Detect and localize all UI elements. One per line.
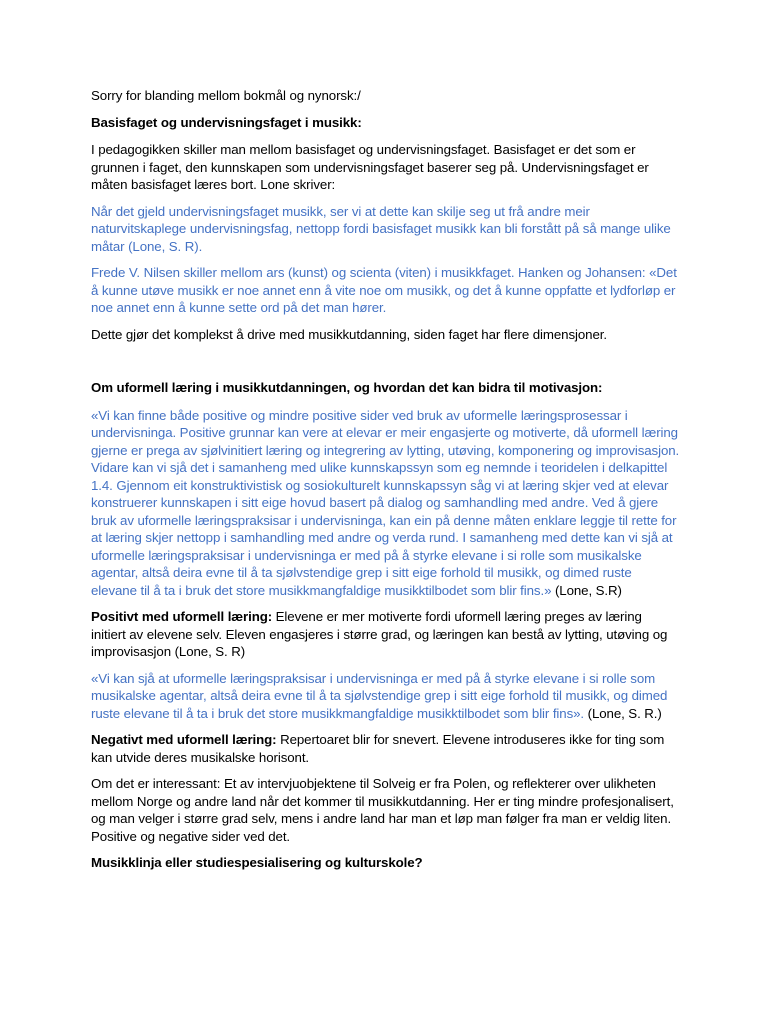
paragraph-dimensjoner: Dette gjør det komplekst å drive med musikkutdanning, siden faget har flere dimensjoner. [91,326,607,342]
negative-label: Negativt med uformell læring: [91,732,277,747]
positive-text: Elevene er mer motiverte fordi uformell læring preges av læring initiert av elevene selv. Eleven engasjeres i større grad, og læringen kan bestå av lytting, utøving og improvisasjon (Lone, S. R) [91,609,668,659]
heading-uformell-laering: Om uformell læring i musikkutdanningen, og hvordan det kan bidra til motivasjon: [91,380,603,395]
quote-nilsen-hanken: Frede V. Nilsen skiller mellom ars (kunst) og scienta (viten) i musikkfaget. Hanken og Johansen: «Det å kunne utøve musikk er noe annet enn å vite noe om musikk, og det å kunne oppfatte et lydforløp er noe annet enn å kunne sette ord på det man hører. [91,265,677,315]
quote-block-agentar [91,670,680,723]
paragraph-negativt [91,731,680,766]
paragraph-polen: Om det er interessant: Et av intervjuobjektene til Solveig er fra Polen, og reflekterer over ulikheten mellom Norge og andre land når det kommer til musikkutdanning. Her er ting mindre profesjonalisert, og man velger i større grad selv, mens i andre land har man et løp man følger fra man er veldig liten. Positive og negative sider ved det. [91,776,674,844]
negative-text: Repertoaret blir for snevert. Elevene introduseres ikke for ting som kan utvide deres musikalske horisont. [91,732,665,765]
quote-citation: (Lone, S. R.) [584,705,662,721]
heading-basisfaget: Basisfaget og undervisningsfaget i musikk: [91,114,362,130]
quote-lone-undervisningsfag: Når det gjeld undervisningsfaget musikk, ser vi at dette kan skilje seg ut frå andre meir naturvitskaplege undervisningsfag, nettopp fordi basisfaget musikk kan bli forstått på så mange ulike måtar (Lone, S. R). [91,203,671,254]
intro-note: Sorry for blanding mellom bokmål og nynorsk:/ [91,88,361,103]
heading-musikklinja: Musikklinja eller studiespesialisering og kulturskole? [91,855,423,870]
paragraph-positivt [91,608,680,661]
positive-label: Positivt med uformell læring: [91,609,273,624]
quote-block-uformell [91,407,680,600]
quote-musikalske-agentar: «Vi kan sjå at uformelle læringspraksisar i undervisninga er med på å styrke elevane i si rolle som musikalske agentar, altså deira evne til å ta sjølvstendige grep i sitt eige forhold til musikk, og dimed ruste elevane til å ta i bruk det store musikkmangfaldige musikktilbodet som blir fins». [91,670,668,721]
quote-uformell-laering: «Vi kan finne både positive og mindre positive sider ved bruk av uformelle læringsprosessar i undervisninga. Positive grunnar kan vere at elevar er meir engasjerte og motiverte, då uformell læring gjerne er prega av sjølvinitiert læring og integrering av lytting, utøving, komponering og improvisasjon. Vidare kan vi sjå det i samanheng med ulike kunnskapssyn som eg nemnde i teoridelen i delkapittel 1.4. Gjennom eit konstruktivistisk og sosiokulturelt kunnskapssyn såg vi at læring skjer ved at elevar konstruerer kunnskapen i sitt eige hovud basert på dialog og samhandling med andre. Ved å gjere bruk av uformelle læringspraksisar i undervisninga, kan ein på denne måten enklare leggje til rette for at læring skjer nettopp i samhandling med andre og verda rund. I samanheng med dette kan vi sjå at uformelle læringspraksisar i undervisninga er med på å styrke elevane i si rolle som musikalske agentar, altså deira evne til å ta sjølvstendige grep i sitt eige forhold til musikk, og dimed ruste elevane til å ta i bruk det store musikkmangfaldige musikktilbodet som blir fins.» [91,407,680,598]
quote-citation: (Lone, S.R) [551,582,622,598]
paragraph-basisfaget: I pedagogikken skiller man mellom basisfaget og undervisningsfaget. Basisfaget er det som er grunnen i faget, den kunnskapen som undervisningsfaget baserer seg på. Undervisningsfaget er måten basisfaget læres bort. Lone skriver: [91,142,649,192]
